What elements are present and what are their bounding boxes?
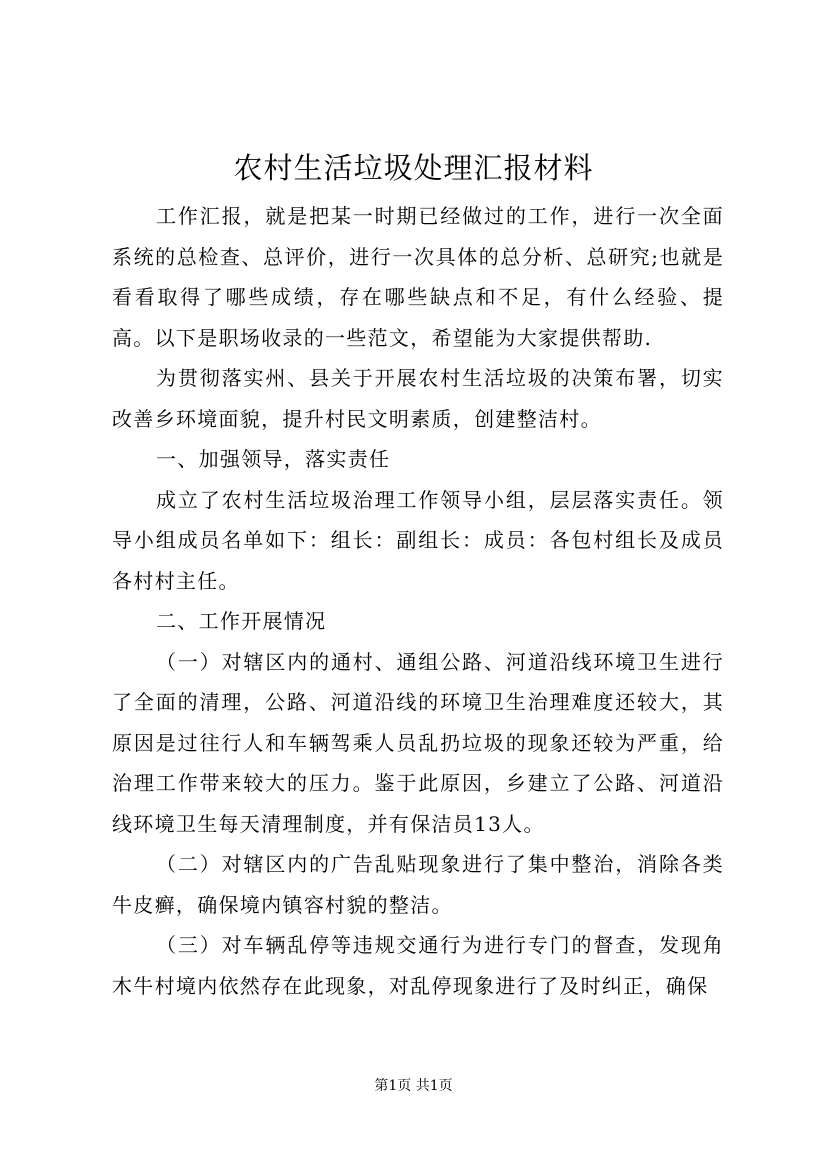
section-heading-1: 一、加强领导，落实责任: [156, 447, 391, 471]
section-heading-2: 二、工作开展情况: [156, 609, 327, 633]
paragraph-leadership: 成立了农村生活垃圾治理工作领导小组，层层落实责任。领导小组成员名单如下：组长：副组长：成员：各包村组长及成员各村村主任。: [112, 487, 724, 593]
paragraph-intro: 工作汇报，就是把某一时期已经做过的工作，进行一次全面系统的总检查、总评价，进行一次具体的总分析、总研究;也就是看看取得了哪些成绩，存在哪些缺点和不足，有什么经验、提高。以下是职场收录的一些范文，希望能为大家提供帮助.: [112, 204, 724, 350]
paragraph-purpose: 为贯彻落实州、县关于开展农村生活垃圾的决策布署，切实改善乡环境面貌，提升村民文明素质，创建整洁村。: [112, 366, 724, 431]
paragraph-item-3: （三）对车辆乱停等违规交通行为进行专门的督查，发现角木牛村境内依然存在此现象，对乱停现象进行了及时纠正，确保: [112, 933, 724, 998]
page-footer: 第1页 共1页: [374, 1078, 453, 1094]
paragraph-item-2: （二）对辖区内的广告乱贴现象进行了集中整治，消除各类牛皮癣，确保境内镇容村貌的整洁。: [112, 852, 724, 917]
paragraph-item-1: （一）对辖区内的通村、通组公路、河道沿线环境卫生进行了全面的清理，公路、河道沿线的环境卫生治理难度还较大，其原因是过往行人和车辆驾乘人员乱扔垃圾的现象还较为严重，给治理工作带来较大的压力。鉴于此原因，乡建立了公路、河道沿线环境卫生每天清理制度，并有保洁员13人。: [112, 649, 724, 836]
document-title: 农村生活垃圾处理汇报材料: [233, 151, 594, 185]
document-body: [112, 196, 724, 1006]
